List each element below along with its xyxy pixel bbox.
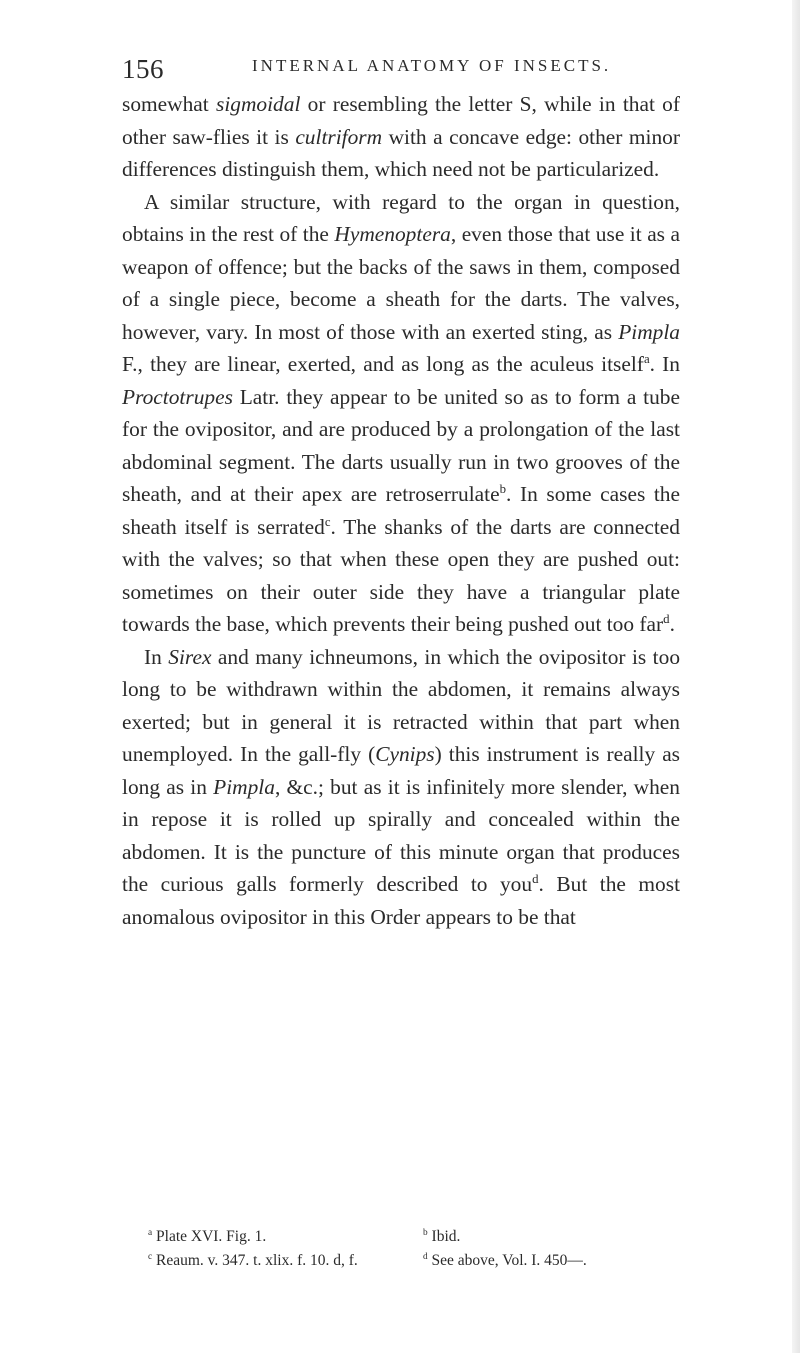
text-run: , &c.; but as it is infinitely more slender, when in repose it is rolled up spirally and concealed within the abdomen. It is the puncture of this minute organ that produces the curious galls formerly described to you xyxy=(122,774,680,896)
footnotes xyxy=(148,1225,688,1273)
footnote-mark: d xyxy=(423,1251,428,1262)
footnote-ref: b xyxy=(499,481,507,496)
text-run: A similar structure, with regard to the organ in question, obtains in the rest of the xyxy=(122,189,680,246)
page-number: 156 xyxy=(122,54,164,84)
text-run: F., they are linear, exerted, and as long as the aculeus itself xyxy=(122,352,644,376)
italic-term: Proctotrupes xyxy=(122,384,233,409)
footnote-mark: b xyxy=(423,1227,428,1238)
running-head: INTERNAL ANATOMY OF INSECTS. xyxy=(252,56,612,75)
footnote-ref: a xyxy=(643,351,650,366)
text-run: with a concave edge: other minor differences distinguish them, which need not be particularized. xyxy=(122,124,680,181)
text-run: and many ichneumons, in which the ovipositor is too long to be withdrawn within the abdomen, it remains always exerted; but in general it is retracted within that part when unemployed. In the gall-fly ( xyxy=(122,644,681,766)
footnote-mark: a xyxy=(148,1227,153,1238)
text-run: In xyxy=(144,644,169,669)
page-edge-shadow xyxy=(792,0,800,1353)
italic-term: cultriform xyxy=(295,124,383,149)
text-run: . The shanks of the darts are connected with the valves; so that when these open they are pushed out: sometimes on their outer side they have a triangular plate towards the base, which prevents their being pushed out too far xyxy=(122,514,680,636)
page-header xyxy=(122,50,682,90)
footnote-text: See above, Vol. I. 450—. xyxy=(431,1252,587,1269)
italic-term: Cynips xyxy=(375,742,435,766)
footnote-ref: d xyxy=(532,871,539,886)
text-run: Latr. they appear to be united so as to form a tube for the ovipositor, and are produced by a prolongation of the last abdominal segment. The darts usually run in two grooves of the sheath, and at their apex are retroserrulate xyxy=(122,384,680,506)
text-run: . xyxy=(669,612,675,636)
italic-term: sigmoidal xyxy=(216,92,301,116)
text-run: . In some cases the sheath itself is serrated xyxy=(122,482,680,539)
text-run: , even those that use it as a weapon of offence; but the backs of the saws in them, composed of a single piece, become a sheath for the darts. The valves, however, vary. In most of those with an exerted sting, as xyxy=(122,222,681,344)
paragraph xyxy=(122,88,680,186)
footnote-a xyxy=(148,1225,423,1249)
paragraph xyxy=(122,641,680,934)
footnote-mark: c xyxy=(148,1251,153,1262)
footnote-row xyxy=(148,1249,688,1273)
body-text xyxy=(122,88,680,933)
footnote-c xyxy=(148,1249,423,1273)
footnote-row xyxy=(148,1225,688,1249)
footnote-ref: d xyxy=(663,611,670,626)
text-run: . In xyxy=(649,352,680,376)
footnote-ref: c xyxy=(324,514,331,529)
text-run: somewhat xyxy=(122,92,216,116)
italic-term: Sirex xyxy=(168,644,212,669)
footnote-text: Ibid. xyxy=(431,1228,461,1245)
text-run: ) this instrument is really as long as in xyxy=(122,742,681,799)
paragraph xyxy=(122,186,680,641)
footnote-d xyxy=(423,1249,587,1273)
italic-term: Pimpla xyxy=(618,319,680,344)
text-run: or resembling the letter S, while in that of other saw-flies it is xyxy=(122,92,680,149)
footnote-text: Reaum. v. 347. t. xlix. f. 10. d, f. xyxy=(156,1252,358,1269)
italic-term: Hymenoptera xyxy=(334,222,451,246)
footnote-text: Plate XVI. Fig. 1. xyxy=(156,1228,267,1245)
italic-term: Pimpla xyxy=(213,774,275,799)
text-run: . But the most anomalous ovipositor in this Order appears to be that xyxy=(122,872,681,929)
footnote-b xyxy=(423,1225,460,1249)
